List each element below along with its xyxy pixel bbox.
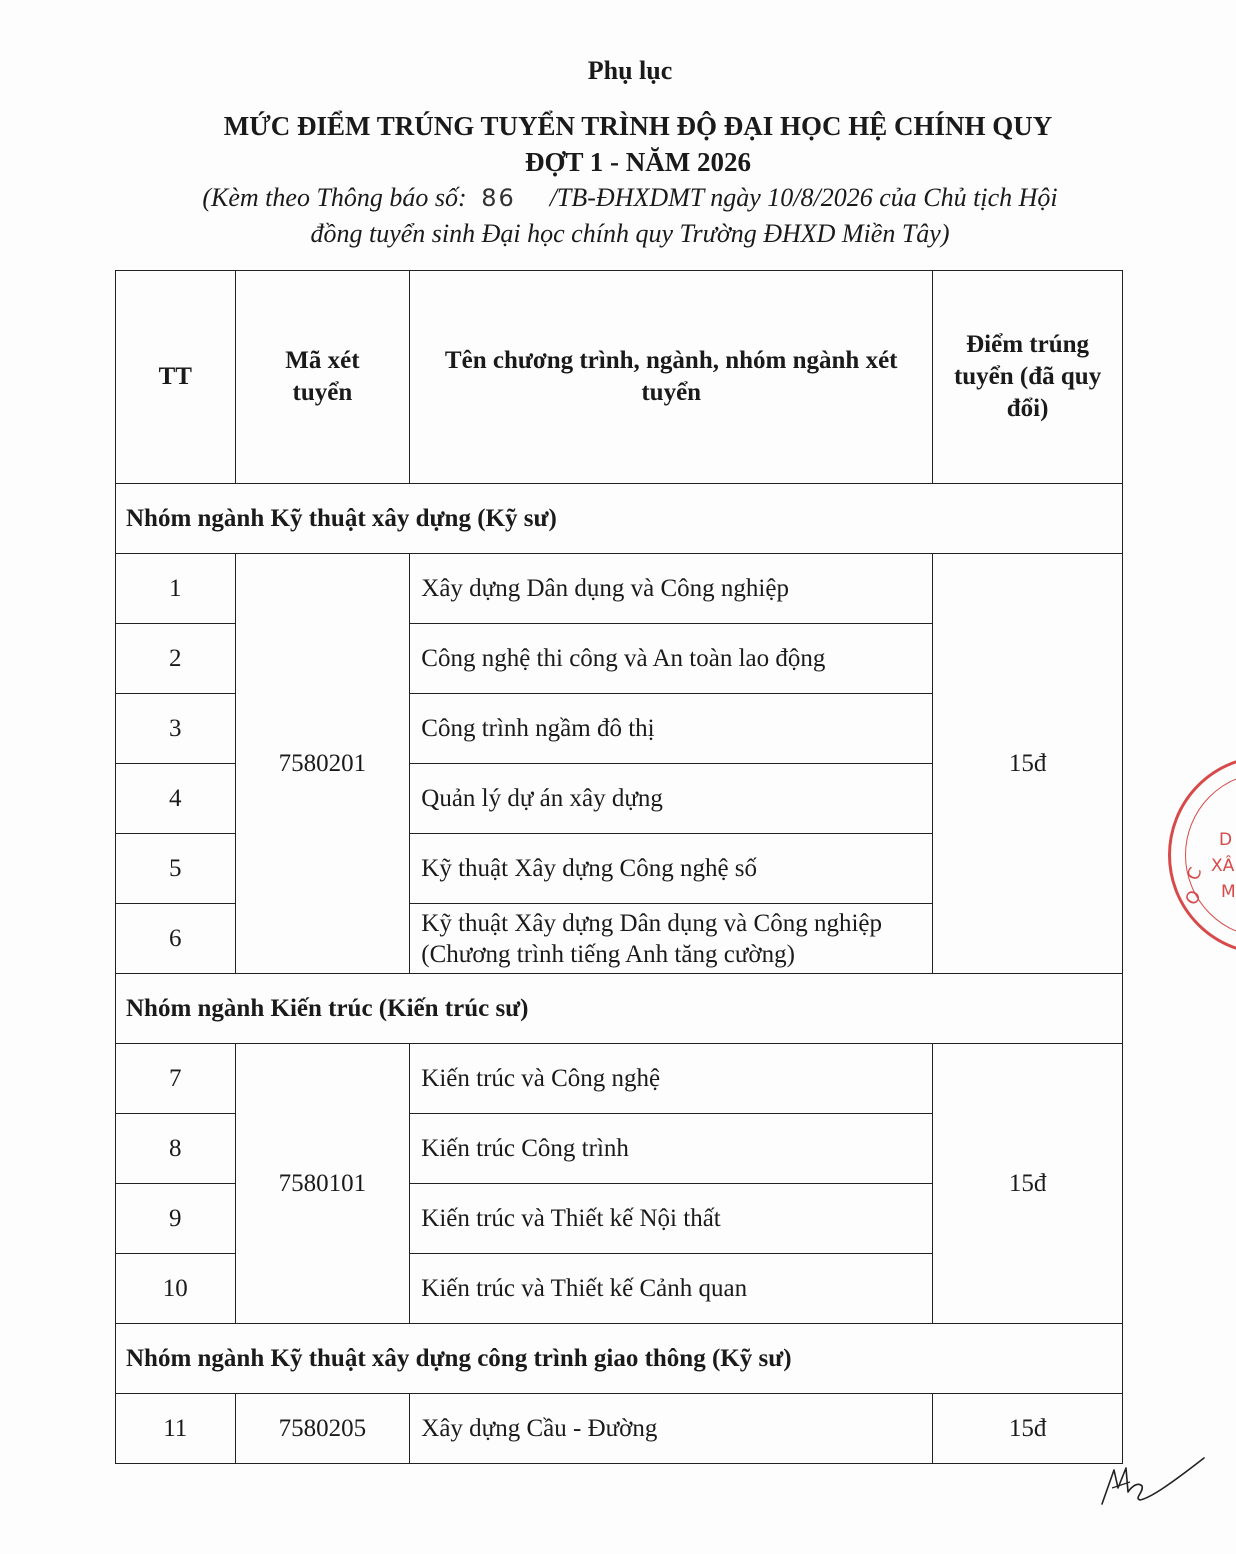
admission-score: 15đ [933, 1394, 1123, 1464]
admission-code: 7580201 [235, 554, 410, 974]
document-title [20, 108, 1236, 180]
group-title: Nhóm ngành Kỹ thuật xây dựng (Kỹ sư) [116, 484, 1123, 554]
row-number: 7 [116, 1044, 236, 1114]
group-row [116, 484, 1123, 554]
row-number: 3 [116, 694, 236, 764]
row-number: 6 [116, 904, 236, 974]
stamp-fragment: C [1183, 865, 1207, 883]
admission-code: 7580101 [235, 1044, 410, 1324]
program-name: Công trình ngầm đô thị [410, 694, 933, 764]
handwritten-initials [1098, 1448, 1208, 1510]
program-name: Kỹ thuật Xây dựng Dân dụng và Công nghiệp (Chương trình tiếng Anh tăng cường) [410, 904, 933, 974]
row-number: 11 [116, 1394, 236, 1464]
admission-score-table [115, 270, 1123, 1464]
stamp-fragment: O [1181, 887, 1206, 909]
group-row [116, 974, 1123, 1044]
table-row [116, 1394, 1123, 1464]
row-number: 9 [116, 1184, 236, 1254]
program-name: Công nghệ thi công và An toàn lao động [410, 624, 933, 694]
document-note [12, 180, 1236, 252]
note-prefix: (Kèm theo Thông báo số: [202, 183, 467, 212]
official-stamp [1168, 755, 1236, 955]
table-header-row [116, 271, 1123, 484]
stamp-inner-ring [1185, 772, 1236, 938]
group-row [116, 1324, 1123, 1394]
row-number: 5 [116, 834, 236, 904]
header-name: Tên chương trình, ngành, nhóm ngành xét tuyển [410, 271, 933, 484]
note-suffix: /TB-ĐHXDMT ngày 10/8/2026 của Chủ tịch Hội [549, 183, 1058, 212]
program-name: Kỹ thuật Xây dựng Công nghệ số [410, 834, 933, 904]
program-name: Kiến trúc Công trình [410, 1114, 933, 1184]
header-tt: TT [116, 271, 236, 484]
admission-score: 15đ [933, 1044, 1123, 1324]
program-name: Xây dựng Dân dụng và Công nghiệp [410, 554, 933, 624]
stamp-fragment: XÂ [1211, 856, 1235, 876]
row-number: 10 [116, 1254, 236, 1324]
group-title: Nhóm ngành Kỹ thuật xây dựng công trình giao thông (Kỹ sư) [116, 1324, 1123, 1394]
program-name: Kiến trúc và Thiết kế Cảnh quan [410, 1254, 933, 1324]
admission-code: 7580205 [235, 1394, 410, 1464]
header-code: Mã xét tuyển [235, 271, 410, 484]
admission-score: 15đ [933, 554, 1123, 974]
row-number: 2 [116, 624, 236, 694]
program-name: Xây dựng Cầu - Đường [410, 1394, 933, 1464]
row-number: 8 [116, 1114, 236, 1184]
row-number: 1 [116, 554, 236, 624]
group-title: Nhóm ngành Kiến trúc (Kiến trúc sư) [116, 974, 1123, 1044]
stamp-fragment: D [1219, 830, 1233, 850]
note-line-2: đồng tuyển sinh Đại học chính quy Trường ĐHXD Miền Tây) [310, 219, 950, 248]
title-line-2: ĐỢT 1 - NĂM 2026 [525, 147, 751, 177]
program-name: Kiến trúc và Thiết kế Nội thất [410, 1184, 933, 1254]
stamp-fragment: M [1221, 882, 1236, 902]
program-name: Quản lý dự án xây dựng [410, 764, 933, 834]
header-score: Điểm trúng tuyển (đã quy đổi) [933, 271, 1123, 484]
note-line-1 [12, 180, 1236, 216]
title-line-1: MỨC ĐIỂM TRÚNG TUYỂN TRÌNH ĐỘ ĐẠI HỌC HỆ CHÍNH QUY [223, 111, 1053, 141]
table-row [116, 554, 1123, 624]
appendix-heading: Phụ lục [587, 56, 673, 85]
table-row [116, 1044, 1123, 1114]
note-number: 86 [481, 184, 516, 212]
row-number: 4 [116, 764, 236, 834]
program-name: Kiến trúc và Công nghệ [410, 1044, 933, 1114]
